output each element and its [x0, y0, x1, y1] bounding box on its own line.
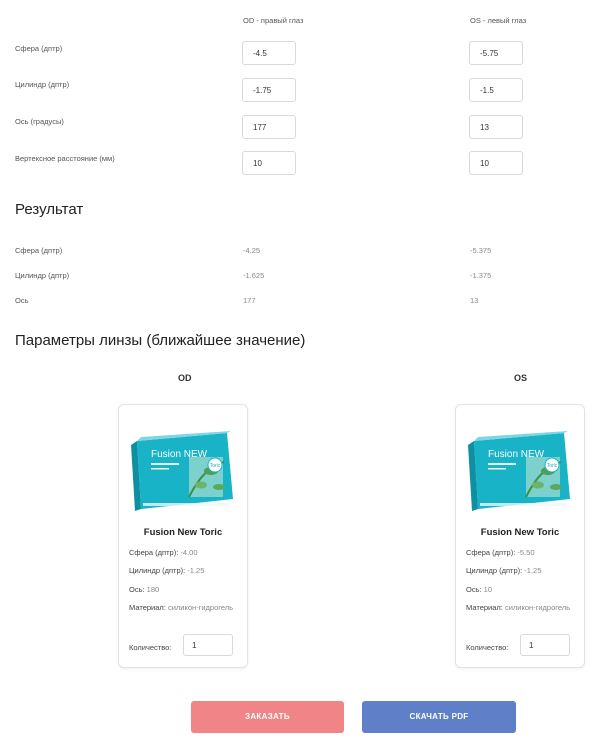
lens-box-image: [129, 427, 239, 515]
cylinder-label: Цилиндр (дптр): [15, 80, 70, 89]
result-os-sphere: -5.375: [470, 246, 492, 255]
result-os-cylinder: -1.375: [470, 271, 492, 280]
result-od-cylinder: -1.625: [243, 271, 265, 280]
od-quantity-input[interactable]: [183, 634, 233, 656]
lens-name: Fusion New Toric: [143, 527, 223, 538]
od-column-header: OD - правый глаз: [243, 16, 304, 25]
result-axis-label: Ось: [15, 296, 29, 305]
os-eye-label: OS: [514, 373, 528, 383]
quantity-label: Количество:: [129, 643, 172, 652]
result-od-sphere: -4.25: [243, 246, 261, 255]
result-cylinder-label: Цилиндр (дптр): [15, 271, 70, 280]
box-brand-text: Fusion NEW: [488, 449, 545, 460]
od-axis-input[interactable]: [242, 115, 296, 139]
lens-box-image: [466, 427, 576, 515]
os-axis-input[interactable]: [469, 115, 523, 139]
axis-label: Ось (градусы): [15, 117, 64, 126]
order-button[interactable]: ЗАКАЗАТЬ: [191, 701, 344, 733]
lens-axis: Ось: 180: [129, 585, 160, 594]
od-vertex-input[interactable]: [242, 151, 296, 175]
svg-text:Toric: Toric: [546, 463, 558, 469]
lens-material: Материал: силикон-гидрогель: [466, 603, 571, 612]
box-brand-text: Fusion NEW: [151, 449, 208, 460]
lens-cylinder: Цилиндр (дптр): -1.25: [466, 566, 542, 575]
lens-material: Материал: силикон-гидрогель: [129, 603, 234, 612]
lens-name: Fusion New Toric: [480, 527, 560, 538]
lens-axis: Ось: 10: [466, 585, 493, 594]
lens-cylinder: Цилиндр (дптр): -1.25: [129, 566, 205, 575]
os-lens-card: [455, 404, 585, 668]
sphere-label: Сфера (дптр): [15, 44, 63, 53]
result-od-axis: 177: [243, 296, 256, 305]
svg-text:Toric: Toric: [209, 463, 221, 469]
lens-sphere: Сфера (дптр): -5.50: [466, 548, 535, 557]
od-cylinder-input[interactable]: [242, 78, 296, 102]
od-lens-card: [118, 404, 248, 668]
quantity-label: Количество:: [466, 643, 509, 652]
lens-params-title: Параметры линзы (ближайшее значение): [15, 332, 306, 349]
os-sphere-input[interactable]: [469, 41, 523, 65]
result-os-axis: 13: [470, 296, 479, 305]
result-sphere-label: Сфера (дптр): [15, 246, 63, 255]
os-vertex-input[interactable]: [469, 151, 523, 175]
vertex-distance-label: Вертексное расстояние (мм): [15, 154, 115, 163]
os-quantity-input[interactable]: [520, 634, 570, 656]
download-pdf-button[interactable]: СКАЧАТЬ PDF: [362, 701, 516, 733]
lens-sphere: Сфера (дптр): -4.00: [129, 548, 198, 557]
result-title: Результат: [15, 201, 84, 218]
os-column-header: OS - левый глаз: [470, 16, 527, 25]
os-cylinder-input[interactable]: [469, 78, 523, 102]
od-sphere-input[interactable]: [242, 41, 296, 65]
od-eye-label: OD: [178, 373, 192, 383]
